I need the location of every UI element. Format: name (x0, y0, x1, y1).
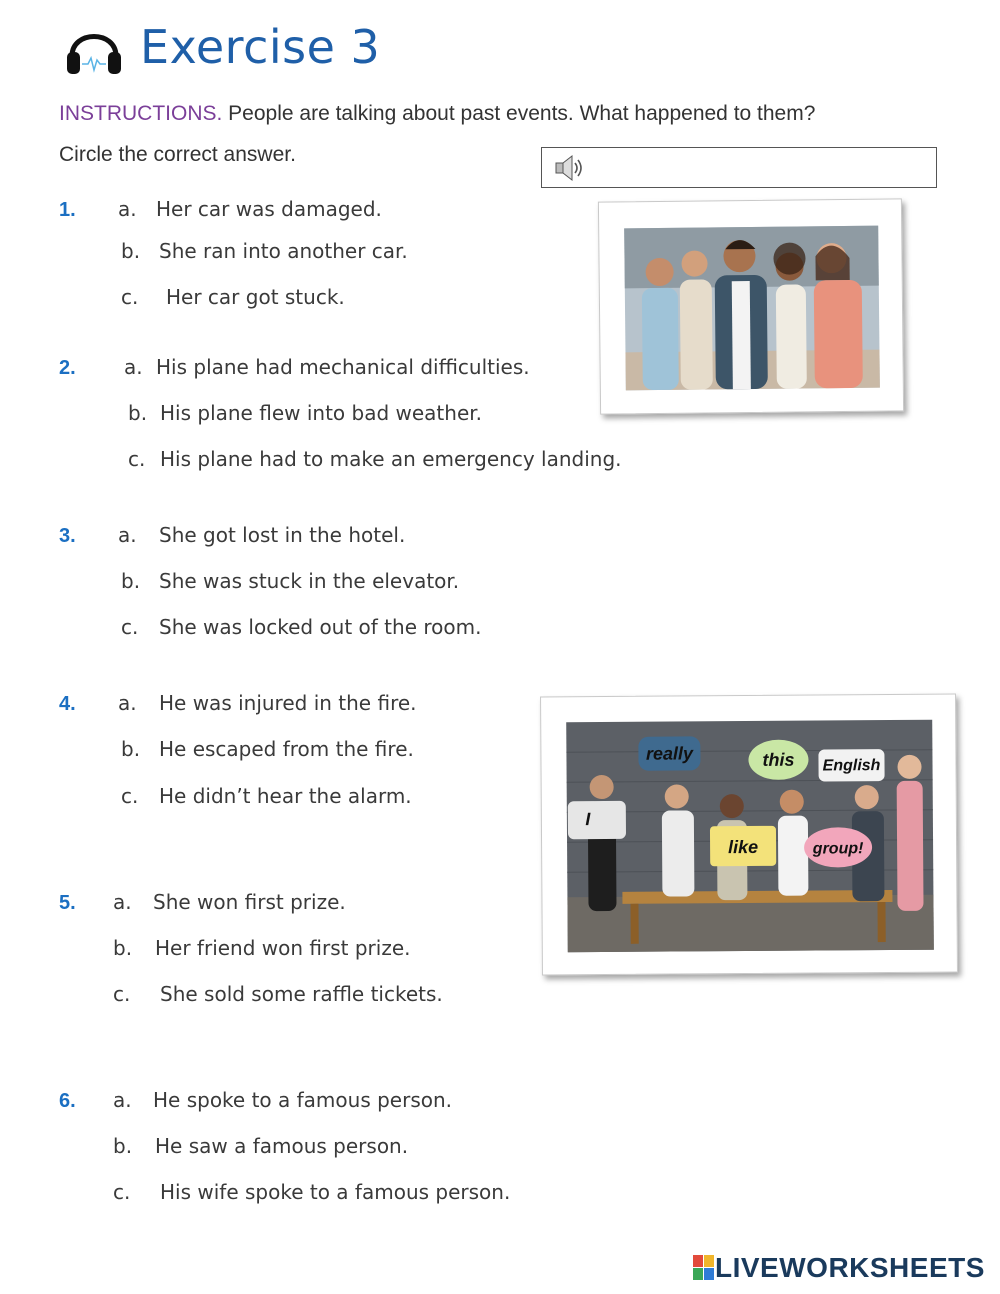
instructions (59, 102, 815, 126)
logo-badge-icon (693, 1255, 715, 1281)
question-number: 6. (59, 1090, 76, 1112)
bubble-text: really (645, 743, 694, 764)
answer-option[interactable] (124, 355, 530, 379)
option-letter: b. (121, 737, 141, 761)
option-letter: a. (124, 355, 143, 379)
bubble-text: group! (812, 840, 864, 858)
answer-option[interactable] (113, 1134, 408, 1158)
instructions-text: People are talking about past events. What happened to them? (222, 102, 816, 125)
answer-option[interactable] (121, 615, 481, 639)
option-text: He didn’t hear the alarm. (159, 784, 412, 808)
headphones-icon (62, 18, 126, 82)
option-text: His plane had mechanical difficulties. (156, 355, 530, 379)
photo-people-talking (598, 198, 904, 414)
option-text: He spoke to a famous person. (153, 1088, 453, 1112)
option-letter: b. (121, 239, 141, 263)
answer-option[interactable] (128, 401, 482, 425)
option-letter: a. (113, 890, 132, 914)
bubble-text: this (762, 749, 795, 770)
answer-option[interactable] (121, 569, 459, 593)
option-letter: b. (128, 401, 148, 425)
option-letter: a. (113, 1088, 132, 1112)
option-text: She won first prize. (153, 890, 346, 914)
bubble-text: I (585, 809, 591, 830)
option-text: Her friend won first prize. (155, 936, 411, 960)
option-letter: c. (121, 784, 139, 808)
option-letter: c. (113, 982, 131, 1006)
answer-option[interactable] (121, 239, 408, 263)
question-number: 2. (59, 357, 76, 379)
option-text: She got lost in the hotel. (159, 523, 406, 547)
option-text: He was injured in the fire. (159, 691, 417, 715)
option-letter: c. (121, 615, 139, 639)
option-text: His plane flew into bad weather. (160, 401, 482, 425)
question-number: 5. (59, 892, 76, 914)
speech-bubble (818, 749, 884, 781)
option-letter: b. (113, 1134, 133, 1158)
option-letter: c. (128, 447, 146, 471)
option-text: Her car got stuck. (166, 285, 345, 309)
option-letter: a. (118, 691, 137, 715)
speech-bubble (710, 826, 776, 866)
speech-bubble (638, 736, 700, 770)
option-letter: b. (113, 936, 133, 960)
answer-option[interactable] (113, 890, 346, 914)
audio-player[interactable] (541, 147, 937, 188)
instructions-lead: INSTRUCTIONS. (59, 102, 223, 125)
question-number: 3. (59, 525, 76, 547)
speech-bubble (568, 801, 626, 839)
option-text: She sold some raffle tickets. (160, 982, 443, 1006)
option-text: She was locked out of the room. (159, 615, 482, 639)
answer-option[interactable] (118, 523, 405, 547)
logo-text: LIVEWORKSHEETS (715, 1252, 985, 1283)
option-text: She was stuck in the elevator. (159, 569, 460, 593)
liveworksheets-logo (693, 1252, 985, 1284)
option-text: Her car was damaged. (156, 197, 382, 221)
option-text: His wife spoke to a famous person. (160, 1180, 511, 1204)
answer-option[interactable] (121, 285, 345, 309)
option-letter: a. (118, 523, 137, 547)
speaker-icon[interactable] (554, 154, 588, 182)
page-title: Exercise 3 (140, 20, 381, 74)
answer-option[interactable] (128, 447, 622, 471)
option-text: He escaped from the fire. (159, 737, 414, 761)
option-letter: a. (118, 197, 137, 221)
answer-option[interactable] (121, 784, 412, 808)
option-letter: c. (121, 285, 139, 309)
option-letter: c. (113, 1180, 131, 1204)
answer-option[interactable] (121, 737, 414, 761)
option-text: He saw a famous person. (155, 1134, 409, 1158)
question-number: 1. (59, 199, 76, 221)
photo-group-speech-bubbles (540, 694, 958, 976)
instructions-line2: Circle the correct answer. (59, 143, 296, 166)
bubble-text: like (728, 836, 759, 858)
bubble-text: English (822, 757, 881, 775)
option-text: She ran into another car. (159, 239, 408, 263)
answer-option[interactable] (113, 1180, 510, 1204)
question-number: 4. (59, 693, 76, 715)
answer-option[interactable] (113, 936, 410, 960)
answer-option[interactable] (113, 1088, 452, 1112)
answer-option[interactable] (118, 197, 382, 221)
option-letter: b. (121, 569, 141, 593)
answer-option[interactable] (113, 982, 443, 1006)
option-text: His plane had to make an emergency landing. (160, 447, 622, 471)
answer-option[interactable] (118, 691, 417, 715)
